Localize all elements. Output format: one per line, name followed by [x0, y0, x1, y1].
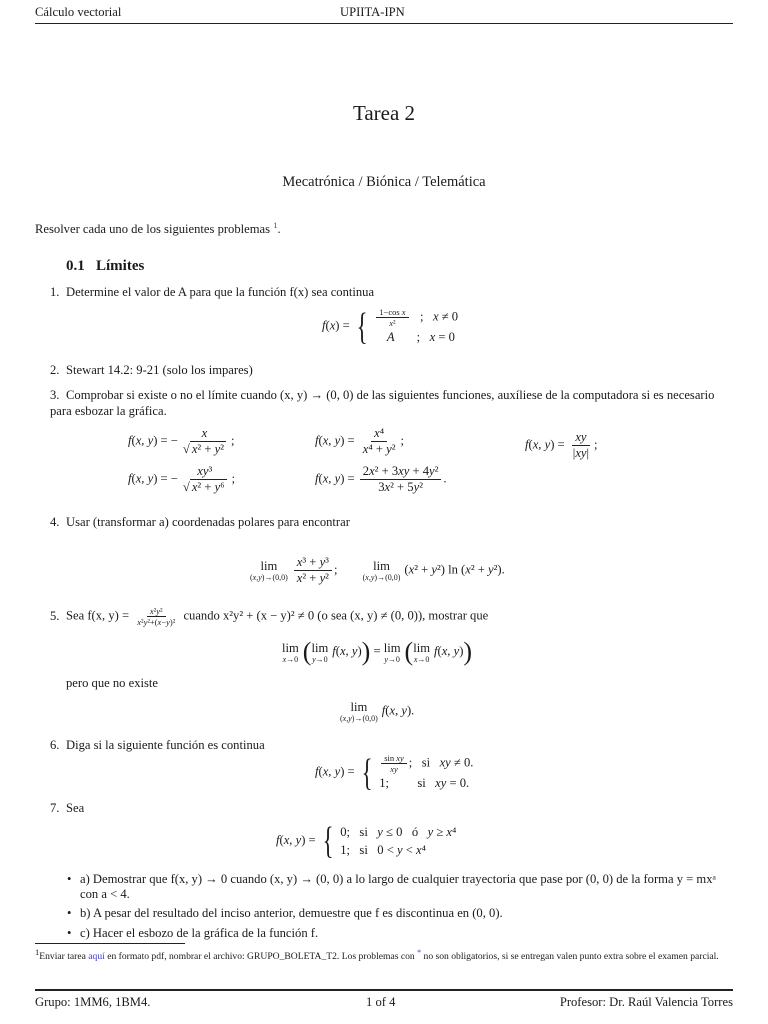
problem-1: 1. Determine el valor de A para que la función f(x) sea continua — [50, 285, 375, 299]
problem-3-eq-b: f(x, y) = $\frac{\text{x⁴}}{\text{x⁴ + y²}}$ ; — [315, 426, 405, 457]
problem-1-equation: f(x) = { $\frac{\text{1−cos x}}{\text{x²}}$ ; x ≠ 0 A ; x = 0 — [322, 305, 459, 348]
footer-group: Grupo: 1MM6, 1BM4. — [35, 995, 151, 1009]
problem-5-note: pero que no existe — [66, 676, 158, 690]
section-heading: 0.1 Límites — [66, 258, 145, 274]
footnote: $^1$Enviar tarea aquí en formato pdf, nombrar el archivo: GRUPO_BOLETA_T2. Los problemas con * no son obligatorios, si se entregan valen punto extra sobre el examen parcial. — [35, 947, 719, 963]
problem-3-eq-a: f(x, y) = − $\frac{x}{\text{√ x² + y²}}$ ; — [128, 426, 235, 457]
problem-7-part-b: • b) A pesar del resultado del inciso anterior, demuestre que f es discontinua en (0, 0). — [80, 906, 733, 921]
problem-5: 5. Sea f(x, y) = $\frac{\text{x²y²}}{\text{x²y²+(x−y)²}}$ cuando x²y² + (x − y)² ≠ 0 (o sea (x, y) ≠ (0, 0)), mostrar que — [50, 606, 489, 628]
problem-4: 4. Usar (transformar a) coordenadas polares para encontrar — [50, 515, 350, 529]
problem-7-equation: f(x, y) = { 0; si y ≤ 0 ó y ≥ x⁴ 1; si 0 < y < x⁴ — [276, 820, 457, 862]
problem-6-equation: f(x, y) = { $\frac{\text{sin xy}}{xy}$ ; si xy ≠ 0. 1; si xy = 0. — [315, 751, 474, 794]
footer-professor: Profesor: Dr. Raúl Valencia Torres — [559, 995, 733, 1009]
problem-2: 2. Stewart 14.2: 9-21 (solo los impares) — [50, 363, 253, 377]
problem-6: 6. Diga si la siguiente función es continua — [50, 738, 265, 752]
header-institution: UPIITA-IPN — [340, 5, 405, 19]
problem-7-part-c: • c) Hacer el esbozo de la gráfica de la función f. — [80, 926, 733, 941]
problem-3-eq-e: f(x, y) = $\frac{\text{2x² + 3xy + 4y²}}{\text{3x² + 5y²}}$ . — [315, 464, 447, 495]
header-rule — [35, 23, 733, 24]
problem-3-eq-c: f(x, y) = $\frac{xy}{|xy|}$ ; — [525, 430, 598, 461]
problem-5-limit: lim (x,y)→(0,0) f(x, y). — [340, 700, 415, 723]
problem-7-part-a: • a) Demostrar que f(x, y) → 0 cuando (x, y) → (0, 0) a lo largo de cualquier trayectoria que pase por (0, 0) de la forma y = mxᵃ con a < 4. — [80, 872, 733, 902]
page-number: 1 of 4 — [366, 995, 396, 1009]
problem-7: 7. Sea — [50, 801, 85, 815]
page-title: Tarea 2 — [352, 101, 416, 125]
page-subtitle: Mecatrónica / Biónica / Telemática — [282, 174, 486, 190]
footnote-ref[interactable]: 1 — [273, 220, 278, 230]
footnote-rule — [35, 943, 185, 944]
problem-5-iterated-limits: lim x→0 ( lim y→0 f(x, y)) = lim y→0 ( lim x→0 f(x, y)) — [282, 637, 473, 666]
problem-3: 3. Comprobar si existe o no el límite cuando (x, y) → (0, 0) de las siguientes funciones, auxíliese de la computadora si es necesario para esbozar la gráfica. — [50, 388, 715, 418]
intro-text: Resolver cada uno de los siguientes problemas $^1$. — [35, 220, 281, 237]
footnote-link[interactable]: aquí — [88, 951, 105, 963]
problem-4-equations: lim (x,y)→(0,0) $\frac{\text{x³ + y³}}{\text{x² + y²}}$ ; lim (x,y)→(0,0) (x² + y²) ln (x² + y²). — [250, 555, 505, 586]
problem-3-eq-d: f(x, y) = − $\frac{\text{xy³}}{\text{√ x² + y⁶}}$ ; — [128, 464, 236, 495]
header-course: Cálculo vectorial — [35, 5, 122, 19]
footer-rule — [35, 989, 733, 991]
